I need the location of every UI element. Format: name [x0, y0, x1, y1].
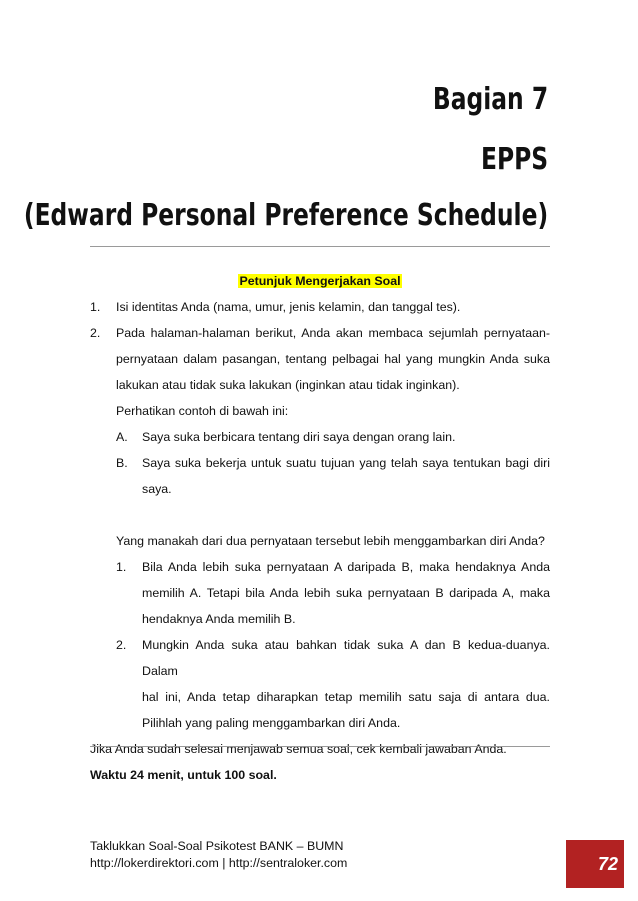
answer-line: hal ini, Anda tetap diharapkan tetap memilih satu saja di antara dua. — [142, 690, 550, 704]
instruction-number: 1. — [90, 300, 101, 314]
closing-instruction: Jika Anda sudah selesai menjawab semua soal, cek kembali jawaban Anda. — [90, 742, 507, 756]
spacer — [90, 502, 550, 528]
page-number: 72 — [597, 854, 618, 874]
example-b — [90, 450, 550, 502]
instruction-item-1 — [90, 294, 550, 320]
answer-line: hendaknya Anda memilih B. — [142, 612, 296, 626]
page-footer — [90, 838, 347, 872]
instruction-line: lakukan atau tidak suka lakukan (inginkan atau tidak inginkan). — [116, 378, 460, 392]
answer-line: Bila Anda lebih suka pernyataan A daripada B, maka hendaknya Anda — [142, 560, 550, 574]
time-limit-note: Waktu 24 menit, untuk 100 soal. — [90, 768, 277, 782]
answer-line: Mungkin Anda suka atau bahkan tidak suka A dan B kedua-duanya. Dalam — [142, 638, 550, 678]
instructions-section — [90, 268, 550, 788]
instruction-text — [116, 320, 550, 398]
chapter-title — [23, 82, 548, 233]
instruction-line: pernyataan dalam pasangan, tentang pelbagai hal yang mungkin Anda suka — [116, 352, 550, 366]
top-divider — [90, 246, 550, 247]
example-a — [90, 424, 550, 450]
example-text: Saya suka berbicara tentang diri saya dengan orang lain. — [142, 430, 456, 444]
bottom-divider — [90, 746, 550, 747]
instruction-line: Pada halaman-halaman berikut, Anda akan membaca sejumlah pernyataan- — [116, 326, 550, 340]
answer-line: Pilihlah yang paling menggambarkan diri Anda. — [142, 716, 401, 730]
answer-option-1 — [90, 554, 550, 632]
example-letter: A. — [116, 430, 128, 444]
footer-book-title: Taklukkan Soal-Soal Psikotest BANK – BUMN — [90, 839, 344, 853]
instructions-heading — [90, 268, 550, 294]
chapter-abbreviation: EPPS — [480, 142, 548, 177]
example-intro: Perhatikan contoh di bawah ini: — [116, 404, 289, 418]
example-letter: B. — [116, 456, 128, 470]
instruction-number: 2. — [90, 326, 101, 340]
instructions-heading-text: Petunjuk Mengerjakan Soal — [239, 274, 401, 288]
answer-text — [142, 554, 550, 632]
chapter-number: Bagian 7 — [432, 82, 548, 117]
instruction-item-2 — [90, 320, 550, 398]
example-line: saya. — [142, 482, 172, 496]
example-text — [142, 450, 550, 502]
answer-number: 2. — [116, 638, 127, 652]
answer-text — [142, 632, 550, 736]
instruction-text: Isi identitas Anda (nama, umur, jenis kelamin, dan tanggal tes). — [116, 300, 461, 314]
footer-links: http://lokerdirektori.com | http://sentraloker.com — [90, 856, 348, 870]
page-number-badge — [566, 840, 624, 888]
example-question: Yang manakah dari dua pernyataan tersebut lebih menggambarkan diri Anda? — [116, 534, 545, 548]
chapter-full-name: (Edward Personal Preference Schedule) — [23, 198, 548, 233]
answer-option-2 — [90, 632, 550, 736]
answer-number: 1. — [116, 560, 127, 574]
answer-line: memilih A. Tetapi bila Anda lebih suka pernyataan B daripada A, maka — [142, 586, 550, 600]
example-line: Saya suka bekerja untuk suatu tujuan yang telah saya tentukan bagi diri — [142, 456, 550, 470]
